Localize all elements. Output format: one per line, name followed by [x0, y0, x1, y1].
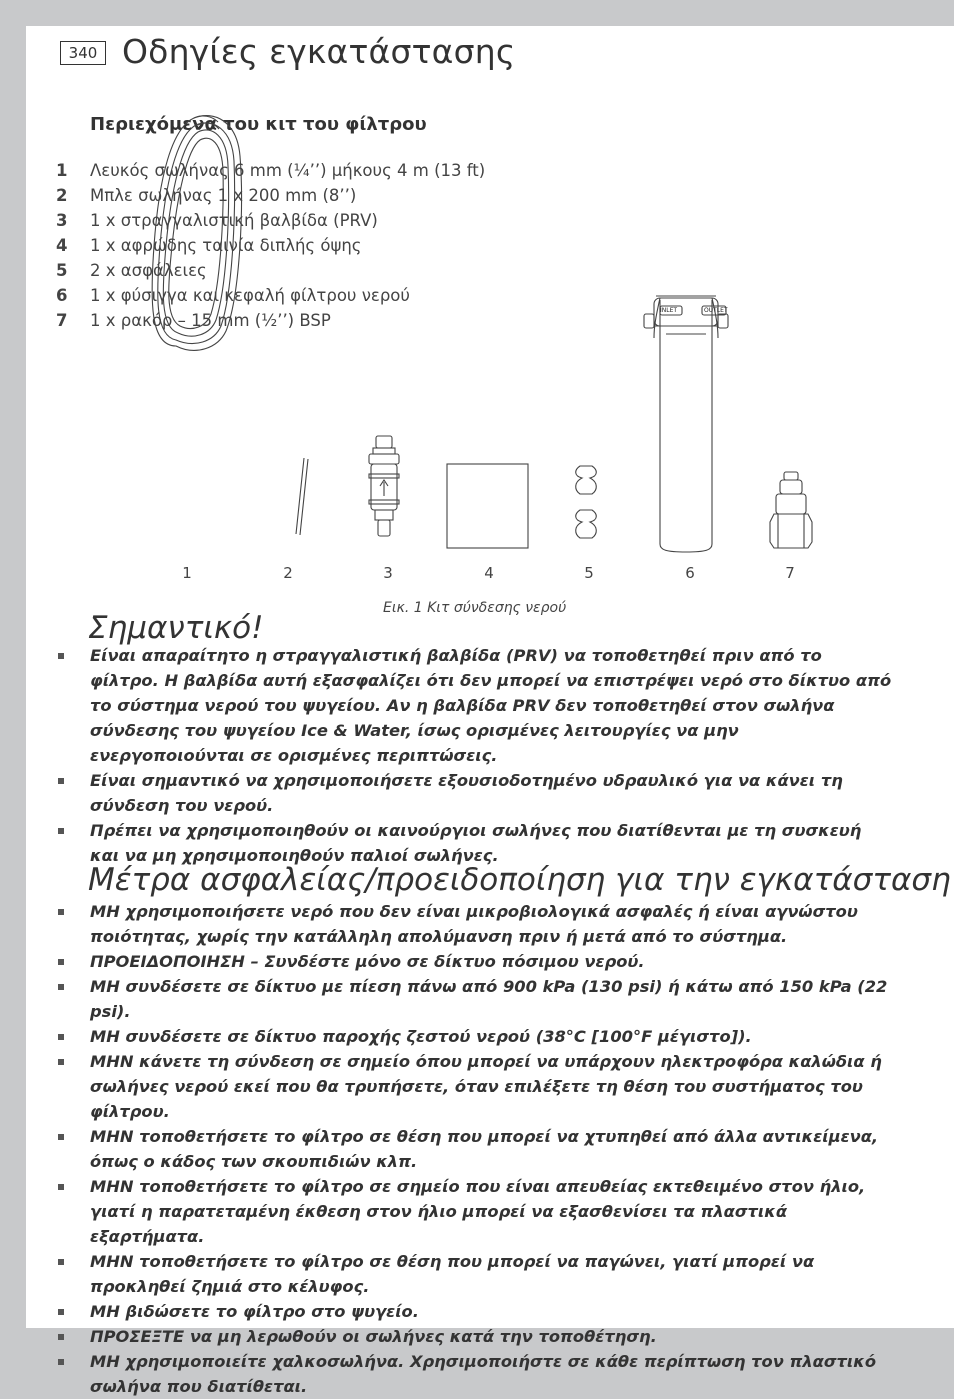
safety-bullet-list	[56, 899, 896, 1399]
filter-inlet-label: INLET	[660, 307, 678, 314]
safety-bullet	[56, 1349, 896, 1399]
safety-bullet	[56, 1049, 896, 1124]
figure-label-2: 2	[283, 564, 293, 582]
figure-label-6: 6	[685, 564, 695, 582]
safety-bullet-text: κάνετε τη σύνδεση σε σημείο όπου μπορεί να υπάρχουν ηλεκτροφόρα καλώδια ή σωλήνες νερού εκεί που θα τρυπήσετε, όταν επιλέξετε τη θέση του συστήματος του φίλτρου.	[90, 1052, 882, 1121]
safety-bullet-text: τοποθετήσετε το φίλτρο σε θέση που μπορεί να χτυπηθεί από άλλα αντικείμενα, όπως ο κάδος των σκουπιδιών κλπ.	[90, 1127, 879, 1171]
kit-item-number: 3	[56, 211, 68, 230]
kit-item-number: 4	[56, 236, 68, 255]
safety-bullet	[56, 899, 896, 949]
kit-item-number: 7	[56, 311, 68, 330]
figure-label-1: 1	[182, 564, 192, 582]
safety-bullet	[56, 974, 896, 1024]
kit-item-text: 2 x ασφάλειες	[90, 261, 207, 280]
safety-heading: Μέτρα ασφαλείας/προειδοποίηση για την εγκατάσταση	[88, 862, 951, 898]
figure-caption: Εικ. 1 Κιτ σύνδεσης νερού	[383, 600, 567, 616]
safety-bullet-lead: ΜΗΝ	[90, 1252, 134, 1271]
safety-bullet-lead: ΜΗ	[90, 902, 120, 921]
figure-label-4: 4	[484, 564, 494, 582]
filter-outlet-label: OUTLET	[704, 307, 728, 314]
kit-item-text: 1 x αφρώδης ταινία διπλής όψης	[90, 236, 362, 255]
safety-bullet-text: βιδώσετε το φίλτρο στο ψυγείο.	[119, 1302, 419, 1321]
kit-item-text: 1 x στραγγαλιστική βαλβίδα (PRV)	[90, 211, 378, 230]
figure-label-3: 3	[383, 564, 393, 582]
safety-bullet-lead: ΜΗ	[90, 977, 120, 996]
safety-bullet	[56, 1249, 896, 1299]
foam-tape-illustration	[447, 464, 528, 548]
safety-bullet-lead: ΜΗΝ	[90, 1052, 134, 1071]
safety-bullet-lead: ΜΗ	[90, 1302, 120, 1321]
kit-item-text: 1 x φύσιγγα και κεφαλή φίλτρου νερού	[90, 286, 410, 305]
important-bullet: Είναι απαραίτητο η στραγγαλιστική βαλβίδα (PRV) να τοποθετηθεί πριν από το φίλτρο. Η βαλβίδα αυτή εξασφαλίζει ότι δεν μπορεί να επιστρέψει νερό στο δίκτυο από το σύστημα νερού του ψυγείου. Αν η βαλβίδα PRV δεν τοποθετηθεί στον σωλήνα σύνδεσης του ψυγείου Ice & Water, ίσως ορισμένες λειτουργίες να μην ενεργοποιούνται σε ορισμένες περιπτώσεις.	[56, 643, 896, 768]
safety-bullet	[56, 1299, 896, 1324]
kit-item-number: 1	[56, 161, 68, 180]
safety-bullet	[56, 1024, 896, 1049]
safety-bullet-text: – Συνδέστε μόνο σε δίκτυο πόσιμου νερού.	[244, 952, 645, 971]
page-number: 340	[60, 41, 106, 65]
clips-illustration	[576, 466, 597, 538]
important-bullet: Είναι σημαντικό να χρησιμοποιήσετε εξουσιοδοτημένο υδραυλικό για να κάνει τη σύνδεση του νερού.	[56, 768, 896, 818]
kit-item-number: 2	[56, 186, 68, 205]
safety-bullet-lead: ΜΗΝ	[90, 1127, 134, 1146]
adapter-fitting-illustration	[770, 472, 812, 548]
page-title: Οδηγίες εγκατάστασης	[122, 32, 516, 71]
manual-page	[26, 26, 954, 1396]
safety-bullet-text: να μη λερωθούν οι σωλήνες κατά την τοποθέτηση.	[184, 1327, 657, 1346]
safety-bullet	[56, 1324, 896, 1349]
white-tube-coil-illustration	[152, 116, 241, 351]
safety-bullet-lead: ΜΗ	[90, 1352, 120, 1371]
safety-bullet	[56, 949, 896, 974]
water-kit-figure	[26, 26, 954, 586]
safety-bullet-text: τοποθετήσετε το φίλτρο σε θέση που μπορεί να παγώνει, γιατί μπορεί να προκληθεί ζημιά στο κέλυφος.	[90, 1252, 815, 1296]
important-heading: Σημαντικό!	[88, 610, 264, 646]
filter-cartridge-illustration	[644, 296, 728, 552]
blue-tube-illustration	[296, 458, 308, 535]
kit-item-number: 6	[56, 286, 68, 305]
prv-valve-illustration	[369, 436, 399, 536]
safety-bullet	[56, 1124, 896, 1174]
figure-label-7: 7	[785, 564, 795, 582]
figure-label-5: 5	[584, 564, 594, 582]
safety-bullet-text: συνδέσετε σε δίκτυο παροχής ζεστού νερού (38°C [100°F μέγιστο]).	[119, 1027, 752, 1046]
safety-bullet-text: χρησιμοποιήσετε νερό που δεν είναι μικροβιολογικά ασφαλές ή είναι αγνώστου ποιότητας, χωρίς την κατάλληλη απολύμανση πριν ή μετά από το σύστημα.	[90, 902, 858, 946]
kit-contents-heading: Περιεχόμενα του κιτ του φίλτρου	[90, 114, 427, 135]
safety-bullet	[56, 1174, 896, 1249]
safety-bullet-text: χρησιμοποιείτε χαλκοσωλήνα. Χρησιμοποιήστε σε κάθε περίπτωση τον πλαστικό σωλήνα που διατίθεται.	[90, 1352, 876, 1396]
important-bullet: Πρέπει να χρησιμοποιηθούν οι καινούργιοι σωλήνες που διατίθενται με τη συσκευή και να μη χρησιμοποιηθούν παλιοί σωλήνες.	[56, 818, 896, 868]
safety-bullet-lead: ΜΗ	[90, 1027, 120, 1046]
kit-item-text: 1 x ρακόρ – 15 mm (½’’) BSP	[90, 311, 331, 330]
safety-bullet-text: συνδέσετε σε δίκτυο με πίεση πάνω από 900 kPa (130 psi) ή κάτω από 150 kPa (22 psi).	[90, 977, 888, 1021]
kit-item-number: 5	[56, 261, 68, 280]
safety-bullet-text: τοποθετήσετε το φίλτρο σε σημείο που είναι απευθείας εκτεθειμένο στον ήλιο, γιατί η παρατεταμένη έκθεση στον ήλιο μπορεί να εξασθενίσει τα πλαστικά εξαρτήματα.	[90, 1177, 866, 1246]
important-bullet-list	[56, 643, 896, 868]
safety-bullet-lead: ΠΡΟΕΙΔΟΠΟΙΗΣΗ	[90, 952, 245, 971]
safety-bullet-lead: ΠΡΟΣΕΞΤΕ	[90, 1327, 185, 1346]
kit-item-text: Μπλε σωλήνας 1 x 200 mm (8’’)	[90, 186, 357, 205]
safety-bullet-lead: ΜΗΝ	[90, 1177, 134, 1196]
kit-item-text: Λευκός σωλήνας 6 mm (¼’’) μήκους 4 m (13 ft)	[90, 161, 486, 180]
